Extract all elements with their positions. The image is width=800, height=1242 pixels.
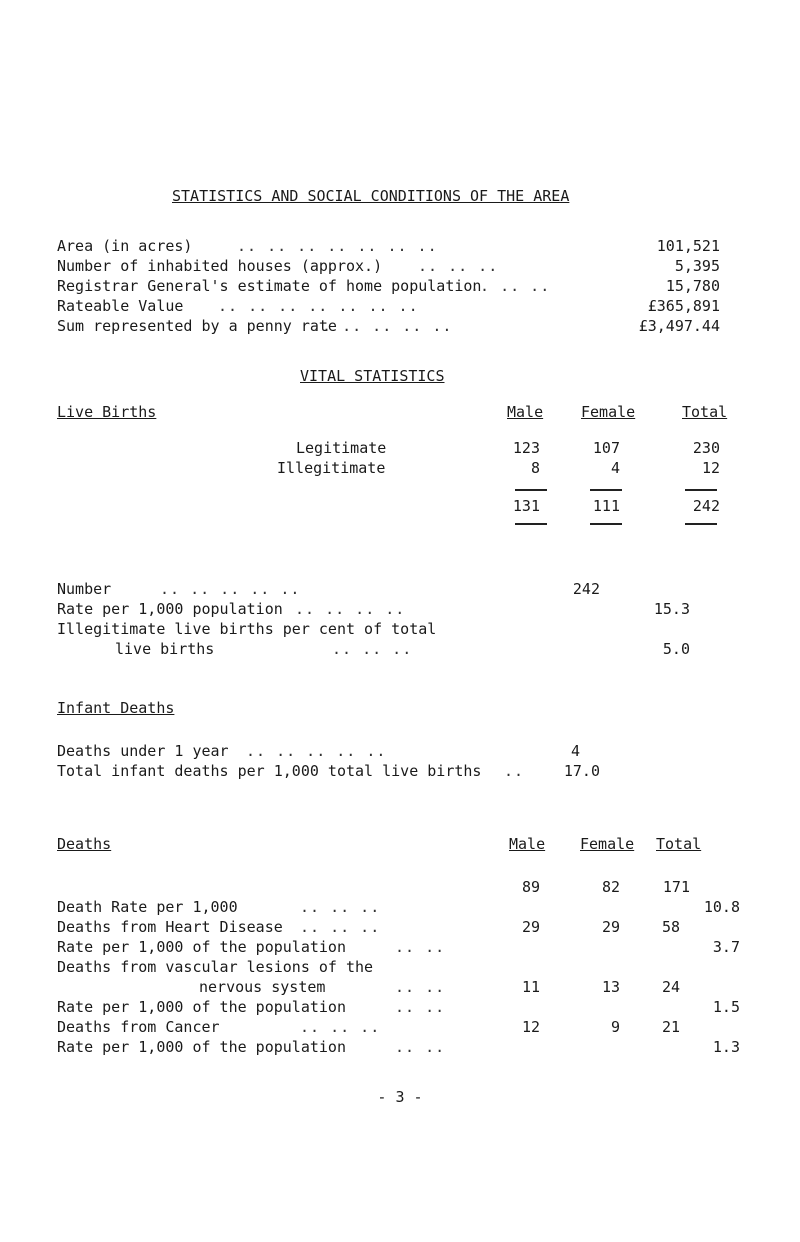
cell-male: 89 [521, 878, 540, 896]
stat-label: Sum represented by a penny rate [57, 317, 337, 335]
deaths-row-label: Deaths from vascular lesions of the [57, 958, 374, 976]
deaths-row-label: Death Rate per 1,000 [57, 898, 238, 916]
deaths-rate: 3.7 [712, 938, 740, 956]
deaths-row-label: Rate per 1,000 of the population [57, 1038, 346, 1056]
total-total: 242 [692, 497, 720, 515]
stat-label: Registrar General's estimate of home population [57, 277, 482, 295]
stat-value: 5,395 [674, 257, 720, 275]
leader-dots: .. .. .. .. .. [246, 742, 387, 760]
cell-male: 12 [521, 1018, 540, 1036]
cell-female: 13 [601, 978, 620, 996]
cell-total: 230 [692, 439, 720, 457]
cell-total: 58 [661, 918, 680, 936]
deaths-rate: 10.8 [703, 898, 740, 916]
column-header-female: Female [580, 835, 635, 853]
page-title: STATISTICS AND SOCIAL CONDITIONS OF THE AREA [172, 187, 570, 205]
cell-female: 4 [610, 459, 620, 477]
row-label: Legitimate [296, 439, 387, 457]
sum-rule [515, 523, 547, 525]
column-header-female: Female [581, 403, 636, 421]
stat-value: £365,891 [647, 297, 720, 315]
infant-label: Total infant deaths per 1,000 total live births [57, 762, 482, 780]
infant-value: 4 [570, 742, 580, 760]
leader-dots: .. .. [395, 1038, 446, 1056]
sum-rule [590, 523, 622, 525]
cell-female: 82 [601, 878, 620, 896]
deaths-row-label: Deaths from Cancer [57, 1018, 220, 1036]
leader-dots: .. .. .. [470, 277, 551, 295]
leader-dots: .. .. [395, 998, 446, 1016]
stat-label: Number of inhabited houses (approx.) [57, 257, 383, 275]
deaths-row-label: Deaths from Heart Disease [57, 918, 283, 936]
leader-dots: .. [504, 762, 525, 780]
summary-value: 242 [572, 580, 600, 598]
row-label: Illegitimate [277, 459, 386, 477]
cell-total: 24 [661, 978, 680, 996]
sum-rule [515, 489, 547, 491]
column-header-total: Total [682, 403, 728, 421]
cell-male: 8 [530, 459, 540, 477]
cell-male: 11 [521, 978, 540, 996]
cell-total: 21 [661, 1018, 680, 1036]
page-number: - 3 - [377, 1088, 423, 1106]
stat-value: 101,521 [656, 237, 720, 255]
leader-dots: .. .. .. [418, 257, 499, 275]
leader-dots: .. .. .. .. .. .. .. [218, 297, 419, 315]
infant-value: 17.0 [563, 762, 600, 780]
leader-dots: .. .. .. [332, 640, 413, 658]
leader-dots: .. .. .. [300, 1018, 381, 1036]
leader-dots: .. .. .. .. .. [312, 317, 453, 335]
deaths-row-label: Rate per 1,000 of the population [57, 938, 346, 956]
summary-value: 15.3 [653, 600, 690, 618]
infant-deaths-heading: Infant Deaths [57, 699, 175, 717]
total-male: 131 [512, 497, 540, 515]
leader-dots: .. .. [395, 978, 446, 996]
leader-dots: .. .. .. .. .. .. .. [237, 237, 438, 255]
infant-label: Deaths under 1 year [57, 742, 229, 760]
summary-label: Rate per 1,000 population [57, 600, 283, 618]
cell-female: 9 [610, 1018, 620, 1036]
summary-label: Illegitimate live births per cent of total [57, 620, 437, 638]
summary-label: Number [57, 580, 112, 598]
cell-total: 171 [662, 878, 690, 896]
live-births-heading: Live Births [57, 403, 157, 421]
summary-value: 5.0 [662, 640, 690, 658]
deaths-row-label: Rate per 1,000 of the population [57, 998, 346, 1016]
cell-female: 107 [592, 439, 620, 457]
cell-male: 123 [512, 439, 540, 457]
total-female: 111 [592, 497, 620, 515]
deaths-rate: 1.3 [712, 1038, 740, 1056]
column-header-male: Male [507, 403, 544, 421]
cell-total: 12 [701, 459, 720, 477]
column-header-male: Male [509, 835, 546, 853]
stat-value: £3,497.44 [638, 317, 720, 335]
leader-dots: .. .. .. [300, 918, 381, 936]
sum-rule [685, 523, 717, 525]
vital-statistics-heading: VITAL STATISTICS [300, 367, 445, 385]
summary-label-cont: live births [115, 640, 215, 658]
deaths-rate: 1.5 [712, 998, 740, 1016]
cell-male: 29 [521, 918, 540, 936]
leader-dots: .. .. .. .. .. [160, 580, 301, 598]
column-header-total: Total [656, 835, 702, 853]
leader-dots: .. .. .. .. [295, 600, 406, 618]
stat-value: 15,780 [665, 277, 720, 295]
sum-rule [685, 489, 717, 491]
cell-female: 29 [601, 918, 620, 936]
stat-label: Rateable Value [57, 297, 184, 315]
deaths-heading: Deaths [57, 835, 112, 853]
stat-label: Area (in acres) [57, 237, 193, 255]
sum-rule [590, 489, 622, 491]
deaths-row-label-cont: nervous system [199, 978, 326, 996]
leader-dots: .. .. .. [300, 898, 381, 916]
leader-dots: .. .. [395, 938, 446, 956]
